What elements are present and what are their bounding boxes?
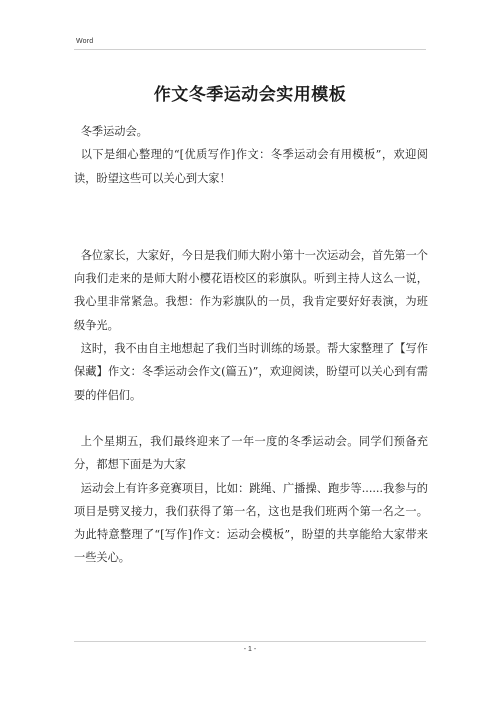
document-title: 作文冬季运动会实用模板 <box>153 85 347 105</box>
paragraph-spacer <box>74 407 428 430</box>
document-body <box>74 120 428 570</box>
paragraph-opening-speech: 各位家长，大家好，今日是我们师大附小第十一次运动会，首先第一个向我们走来的是师大附小樱花语校区的彩旗队。听到主持人这么一说，我心里非常紧急。我想：作为彩旗队的一员，我肯定要好好表演，为班级争光。 <box>74 248 428 332</box>
page-number: - 1 - <box>243 646 257 653</box>
footer-divider <box>74 641 426 642</box>
paragraph-last-friday: 上个星期五，我们最终迎来了一年一度的冬季运动会。同学们预备充分，都想下面是为大家 <box>74 434 428 472</box>
paragraph-training-memory: 这时，我不由自主地想起了我们当时训练的场景。帮大家整理了【写作保藏】作文：冬季运动会作文(篇五)”，欢迎阅读，盼望可以关心到有需要的伴侣们。 <box>74 342 428 402</box>
header-app-label: Word <box>76 38 94 45</box>
header-divider <box>74 49 426 50</box>
paragraph-spacer <box>74 190 428 244</box>
paragraph-intro: 冬季运动会。 <box>80 125 148 138</box>
paragraph-welcome: 以下是细心整理的“[优质写作]作文：冬季运动会有用模板”，欢迎阅读，盼望这些可以关心到大家！ <box>74 148 428 185</box>
paragraph-events: 运动会上有许多竞赛项目，比如：跳绳、广播操、跑步等......我参与的项目是劈叉接力，我们获得了第一名，这也是我们班两个第一名之一。为此特意整理了“[写作]作文：运动会模板”，盼望的共享能给大家带来一些关心。 <box>74 481 428 565</box>
